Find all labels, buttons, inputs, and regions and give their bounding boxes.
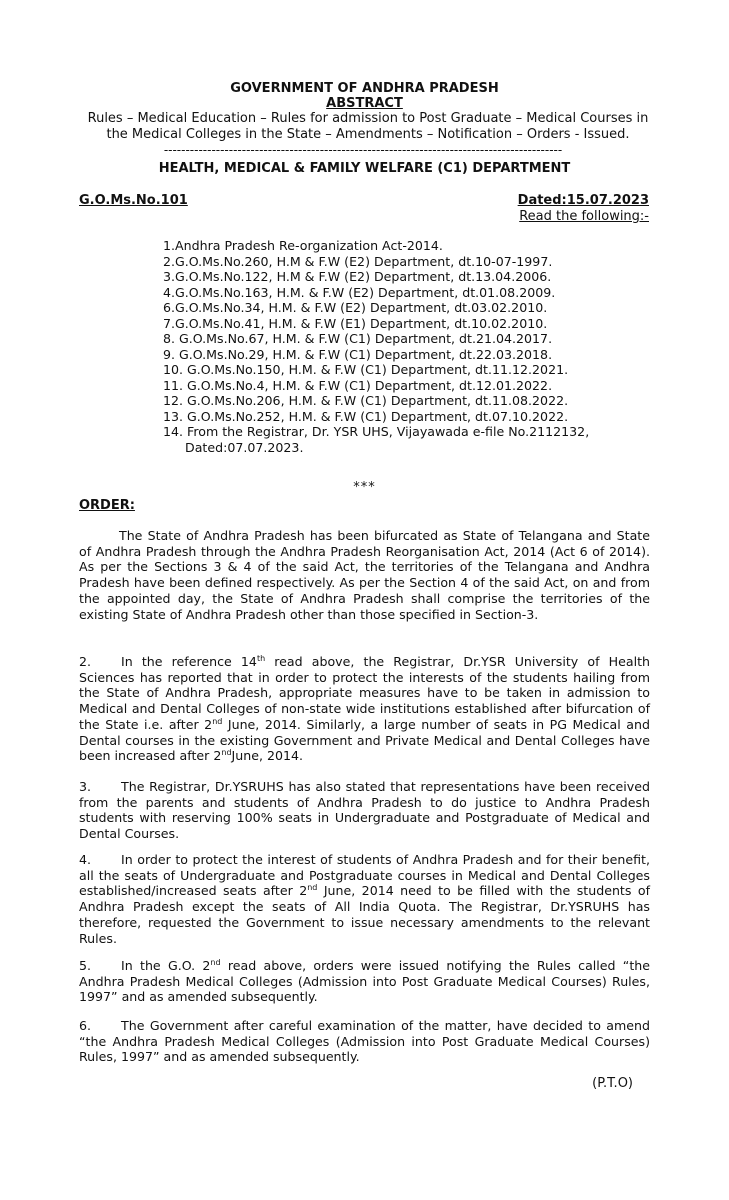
- paragraph-number: 4.: [79, 852, 92, 867]
- paragraph-text: The Registrar, Dr.YSRUHS has also stated that representations have been received from the parents and students of Andhra Pradesh to do justice to Andhra Pradesh students with reserving 100% seats in Undergraduate and Postgraduate of Medical and Dental Courses.: [79, 779, 650, 842]
- paragraph-number: 5.: [79, 958, 92, 973]
- paragraph-text: read above, orders were issued notifying the Rules called “the Andhra Pradesh Medical Colleges (Admission into Post Graduate Medical Courses) Rules, 1997” and as amended subsequently.: [79, 958, 650, 1005]
- reference-item: 7.G.O.Ms.No.41, H.M. & F.W (E1) Department, dt.10.02.2010.: [163, 315, 548, 331]
- paragraph-text: In order to protect the interest of students of Andhra Pradesh and for their benefit, all the seats of Undergraduate and Postgraduate courses in Medical and Dental Colleges established/increased seats after 2: [79, 852, 650, 899]
- paragraph-text: June, 2014 need to be filled with the students of Andhra Pradesh except the seats of All India Quota. The Registrar, Dr.YSRUHS has therefore, requested the Government to issue necessary amendments to the relevant Rules.: [79, 883, 650, 946]
- superscript: nd: [307, 883, 318, 893]
- superscript: nd: [221, 748, 232, 758]
- reference-item: 2.G.O.Ms.No.260, H.M & F.W (E2) Department, dt.10-07-1997.: [163, 253, 553, 269]
- reference-item: 3.G.O.Ms.No.122, H.M & F.W (E2) Department, dt.13.04.2006.: [163, 269, 552, 284]
- read-following-label: Read the following:-: [519, 209, 649, 224]
- abstract-heading: ABSTRACT: [326, 96, 403, 111]
- reference-item: 4.G.O.Ms.No.163, H.M. & F.W (E2) Department, dt.01.08.2009.: [163, 284, 556, 300]
- order-paragraph-2: [79, 654, 650, 764]
- paragraph-text: June, 2014. Similarly, a large number of seats in PG Medical and Dental courses in the existing Government and Private Medical and Dental Colleges have been increased after 2: [79, 716, 651, 764]
- paragraph-text: June, 2014.: [231, 748, 304, 764]
- separator-stars: ***: [353, 480, 376, 495]
- reference-14-line2: Dated:07.07.2023.: [185, 439, 304, 455]
- subject-line: Rules – Medical Education – Rules for admission to Post Graduate – Medical Courses in the Medical Colleges in the State – Amendments – Notification – Orders - Issued.: [87, 111, 649, 142]
- order-paragraph-5: [79, 958, 650, 1005]
- dashed-divider: --------------------------------------------------------------------------------------------: [163, 143, 563, 157]
- reference-item: 9. G.O.Ms.No.29, H.M. & F.W (C1) Department, dt.22.03.2018.: [163, 346, 553, 362]
- references-list: [163, 238, 633, 455]
- paragraph-text: The Government after careful examination of the matter, have decided to amend “the Andhra Pradesh Medical Colleges (Admission into Post Graduate Medical Courses) Rules, 1997” and as amended subsequently.: [79, 1018, 650, 1065]
- paragraph-number: 2.: [79, 654, 92, 669]
- paragraph-number: 3.: [79, 779, 92, 794]
- superscript: nd: [210, 957, 221, 967]
- department-heading: HEALTH, MEDICAL & FAMILY WELFARE (C1) DEPARTMENT: [158, 161, 571, 176]
- paragraph-number: 6.: [79, 1018, 92, 1033]
- superscript: nd: [212, 716, 223, 726]
- order-paragraph-3: [79, 779, 650, 842]
- go-number: G.O.Ms.No.101: [79, 193, 188, 208]
- paragraph-text: The State of Andhra Pradesh has been bifurcated as State of Telangana and State of Andhra Pradesh through the Andhra Pradesh Reorganisation Act, 2014 (Act 6 of 2014). As per the Sections 3 & 4 of the said Act, the territories of the Telangana and Andhra Pradesh have been defined respectively. As per the Section 4 of the said Act, on and from the appointed day, the State of Andhra Pradesh shall comprise the territories of the existing State of Andhra Pradesh other than those specified in Section-3.: [79, 528, 650, 622]
- order-paragraph-4: [79, 852, 650, 946]
- reference-item: 11. G.O.Ms.No.4, H.M. & F.W (C1) Department, dt.12.01.2022.: [163, 377, 553, 393]
- paragraph-text: read above, the Registrar, Dr.YSR University of Health Sciences has reported that in order to protect the interests of the students hailing from the State of Andhra Pradesh, appropriate measures have to be taken in admission to Medical and Dental Colleges of non-state wide institutions established after bifurcation of the State i.e. after 2: [79, 654, 650, 732]
- reference-item: 8. G.O.Ms.No.67, H.M. & F.W (C1) Department, dt.21.04.2017.: [163, 331, 553, 346]
- government-title: GOVERNMENT OF ANDHRA PRADESH: [230, 81, 499, 96]
- order-paragraph-6: [79, 1018, 650, 1065]
- order-paragraph-1: [79, 528, 650, 622]
- paragraph-text: In the G.O. 2: [121, 958, 211, 973]
- paragraph-text: In the reference 14: [121, 654, 257, 669]
- reference-item: 1.Andhra Pradesh Re-organization Act-2014.: [163, 238, 443, 253]
- reference-item: 13. G.O.Ms.No.252, H.M. & F.W (C1) Department, dt.07.10.2022.: [163, 408, 569, 424]
- reference-item: 6.G.O.Ms.No.34, H.M. & F.W (E2) Department, dt.03.02.2010.: [163, 300, 548, 315]
- reference-item: 10. G.O.Ms.No.150, H.M. & F.W (C1) Department, dt.11.12.2021.: [163, 362, 569, 377]
- reference-14-line1: 14. From the Registrar, Dr. YSR UHS, Vijayawada e-file No.2112132,: [163, 424, 590, 439]
- pto-label: (P.T.O): [592, 1076, 633, 1091]
- reference-item-14: [163, 424, 633, 455]
- order-heading: ORDER:: [79, 498, 135, 513]
- superscript: th: [256, 653, 266, 663]
- reference-item: 12. G.O.Ms.No.206, H.M. & F.W (C1) Department, dt.11.08.2022.: [163, 393, 569, 408]
- go-date: Dated:15.07.2023: [517, 193, 649, 208]
